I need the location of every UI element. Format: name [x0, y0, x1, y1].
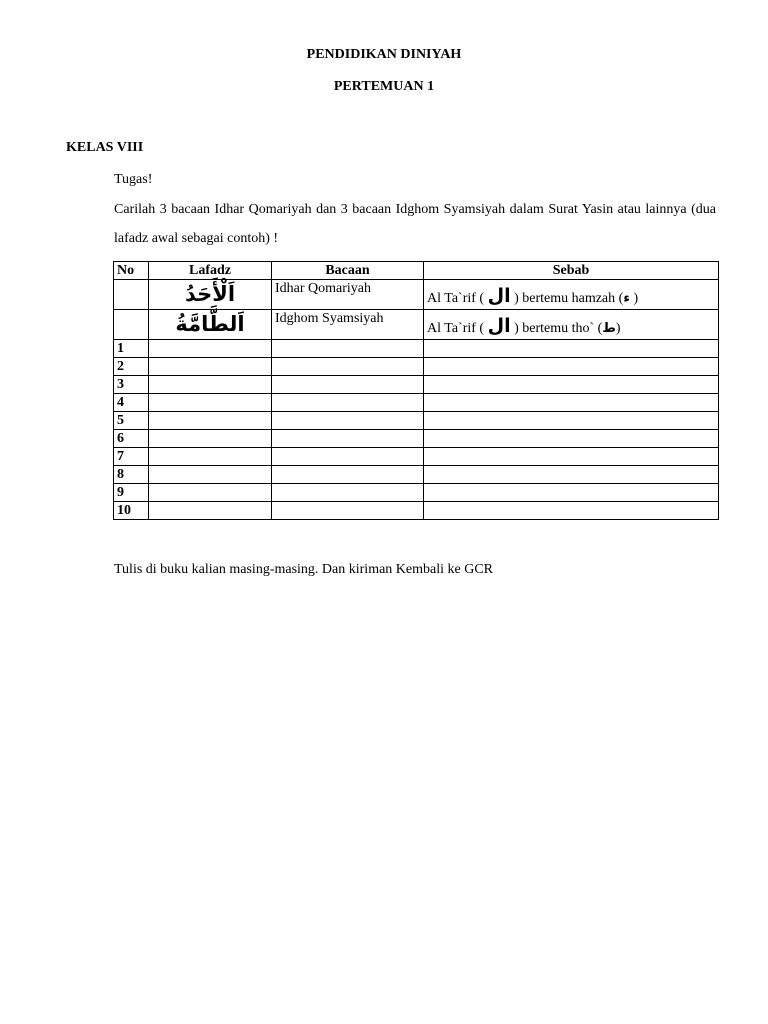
table-row [114, 340, 719, 358]
table-row [114, 430, 719, 448]
lafadz-cell[interactable] [149, 340, 272, 358]
sebab-cell[interactable] [424, 394, 719, 412]
al-tarif-glyph: ال [487, 315, 511, 337]
al-tarif-glyph: ال [487, 285, 511, 307]
table-header-row [114, 262, 719, 280]
sebab-end: ) [633, 291, 639, 306]
bacaan-cell[interactable] [272, 340, 424, 358]
row-number: 10 [114, 502, 149, 520]
bacaan-cell[interactable] [272, 448, 424, 466]
example-no-cell [114, 310, 149, 340]
table-row [114, 412, 719, 430]
row-number: 4 [114, 394, 149, 412]
header-lafadz: Lafadz [149, 262, 272, 280]
lafadz-cell[interactable] [149, 466, 272, 484]
row-number: 1 [114, 340, 149, 358]
bacaan-cell[interactable] [272, 466, 424, 484]
example-lafadz-cell [149, 310, 272, 340]
header-sebab: Sebab [424, 262, 719, 280]
table-row [114, 376, 719, 394]
sebab-middle: ) bertemu hamzah ( [514, 291, 624, 306]
sebab-letter: ط [602, 321, 616, 336]
row-number: 8 [114, 466, 149, 484]
sebab-cell[interactable] [424, 358, 719, 376]
sebab-cell[interactable] [424, 484, 719, 502]
table-row [114, 448, 719, 466]
sebab-end: ) [615, 321, 621, 336]
row-number: 2 [114, 358, 149, 376]
table-row [114, 484, 719, 502]
sebab-prefix: Al Ta`rif ( [427, 291, 485, 306]
lafadz-cell[interactable] [149, 430, 272, 448]
lafadz-arabic: اَلطَّامَّةُ [175, 312, 245, 336]
lafadz-arabic: اَلْأَحَدُ [184, 282, 236, 306]
sebab-prefix: Al Ta`rif ( [427, 321, 485, 336]
table-row [114, 358, 719, 376]
sebab-letter: ء [623, 291, 630, 306]
sebab-middle: ) bertemu tho` ( [514, 321, 603, 336]
table-row [114, 466, 719, 484]
sebab-cell[interactable] [424, 340, 719, 358]
header-no: No [114, 262, 149, 280]
bacaan-cell[interactable] [272, 358, 424, 376]
bacaan-cell[interactable] [272, 484, 424, 502]
lafadz-cell[interactable] [149, 376, 272, 394]
sebab-cell[interactable] [424, 430, 719, 448]
example-lafadz-cell [149, 280, 272, 310]
example-sebab-cell [424, 280, 719, 310]
row-number: 7 [114, 448, 149, 466]
bacaan-cell[interactable] [272, 394, 424, 412]
example-no-cell [114, 280, 149, 310]
class-heading: KELAS VIII [66, 140, 144, 155]
example-row [114, 280, 719, 310]
header-bacaan: Bacaan [272, 262, 424, 280]
lafadz-cell[interactable] [149, 502, 272, 520]
lafadz-cell[interactable] [149, 412, 272, 430]
bacaan-cell[interactable] [272, 412, 424, 430]
bacaan-cell[interactable] [272, 502, 424, 520]
task-label: Tugas! [114, 172, 153, 187]
row-number: 9 [114, 484, 149, 502]
page-title: PENDIDIKAN DINIYAH [306, 47, 462, 62]
task-instruction: Carilah 3 bacaan Idhar Qomariyah dan 3 bacaan Idghom Syamsiyah dalam Surat Yasin atau lainnya (dua lafadz awal sebagai contoh) ! [114, 202, 716, 246]
sebab-cell[interactable] [424, 466, 719, 484]
bacaan-cell[interactable] [272, 430, 424, 448]
table-row [114, 502, 719, 520]
lafadz-cell[interactable] [149, 448, 272, 466]
tajwid-table [113, 261, 719, 520]
row-number: 5 [114, 412, 149, 430]
bacaan-cell[interactable] [272, 376, 424, 394]
example-bacaan-cell: Idhar Qomariyah [272, 280, 424, 310]
sebab-cell[interactable] [424, 448, 719, 466]
sebab-cell[interactable] [424, 502, 719, 520]
sebab-cell[interactable] [424, 412, 719, 430]
lafadz-cell[interactable] [149, 358, 272, 376]
row-number: 6 [114, 430, 149, 448]
sebab-cell[interactable] [424, 376, 719, 394]
example-row [114, 310, 719, 340]
page-subtitle: PERTEMUAN 1 [333, 79, 435, 94]
example-sebab-cell [424, 310, 719, 340]
footer-note: Tulis di buku kalian masing-masing. Dan kiriman Kembali ke GCR [114, 562, 494, 577]
example-bacaan-cell: Idghom Syamsiyah [272, 310, 424, 340]
lafadz-cell[interactable] [149, 484, 272, 502]
row-number: 3 [114, 376, 149, 394]
lafadz-cell[interactable] [149, 394, 272, 412]
table-row [114, 394, 719, 412]
